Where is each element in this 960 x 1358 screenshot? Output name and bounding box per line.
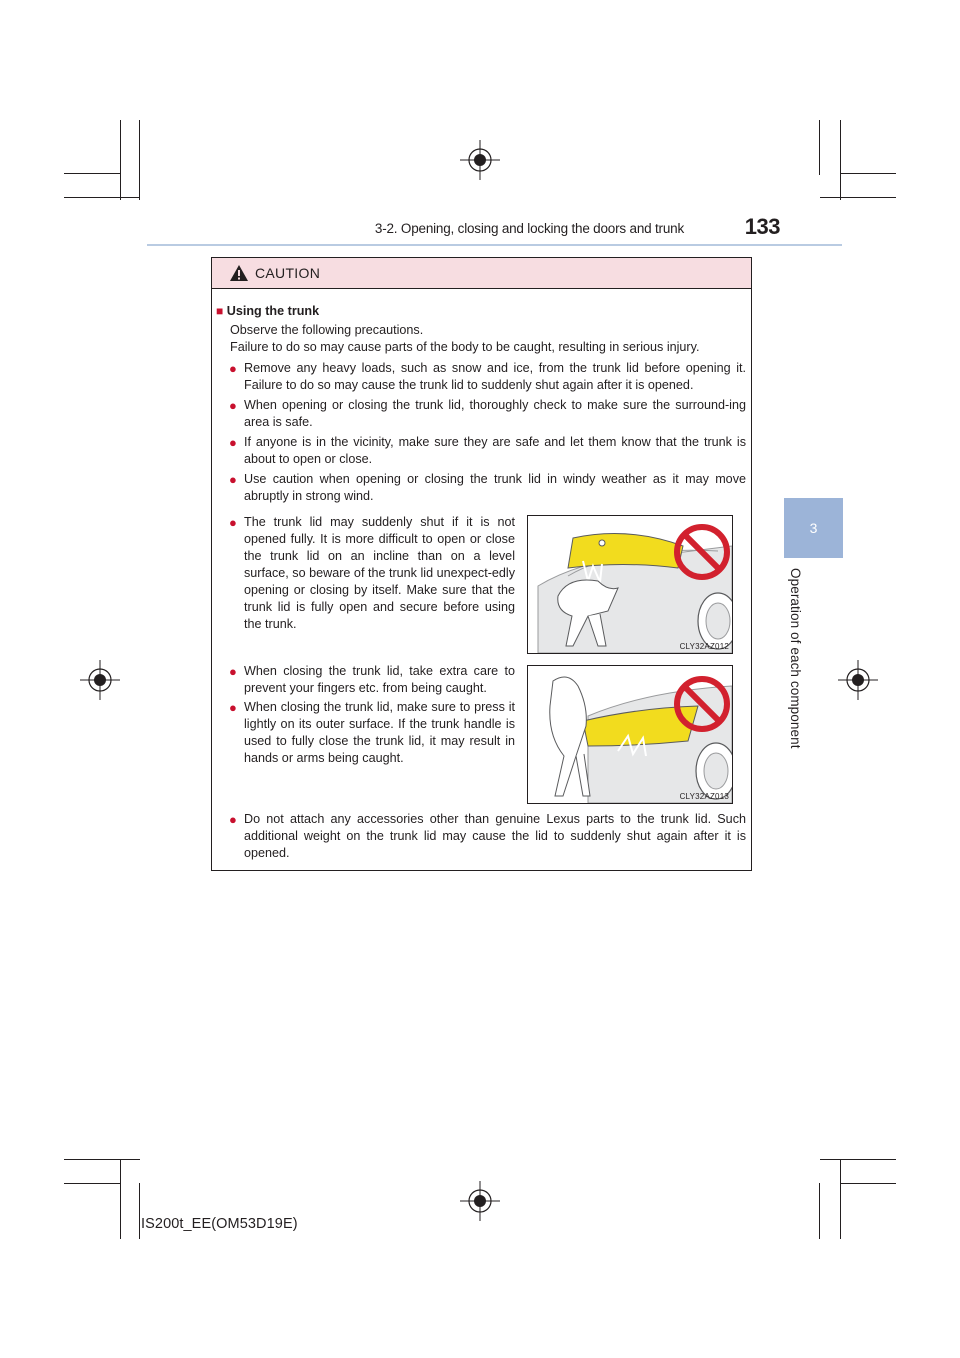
registration-mark-icon: [838, 660, 878, 700]
list-item: [229, 434, 746, 468]
crop-mark: [819, 1183, 820, 1239]
bullet-dot-icon: ●: [229, 398, 237, 413]
intro-line: Failure to do so may cause parts of the body to be caught, resulting in serious injury.: [230, 340, 700, 354]
chapter-tab: [784, 498, 843, 558]
list-item: [229, 699, 515, 767]
bullet-dot-icon: ●: [229, 700, 237, 715]
warning-triangle-icon: [229, 264, 249, 282]
section-title: 3-2. Opening, closing and locking the doors and trunk: [374, 221, 684, 236]
bullet-dot-icon: ●: [229, 361, 237, 376]
crop-mark: [64, 1159, 140, 1160]
caution-subheading-row: [216, 303, 319, 320]
crop-mark: [139, 1183, 140, 1239]
crop-mark: [64, 173, 120, 174]
crop-mark: [820, 1159, 896, 1160]
bullet-dot-icon: ●: [229, 812, 237, 827]
list-item: [229, 514, 515, 634]
list-item-text: If anyone is in the vicinity, make sure they are safe and let them know that the trunk is about to open or close.: [244, 435, 746, 466]
crop-mark: [840, 1159, 841, 1239]
list-item-text: Use caution when opening or closing the trunk lid in windy weather as it may move abruptly in strong wind.: [244, 472, 746, 503]
bullet-dot-icon: ●: [229, 435, 237, 450]
list-item: [229, 397, 746, 431]
list-item-text: Do not attach any accessories other than genuine Lexus parts to the trunk lid. Such additional weight on the trunk lid may cause the lid to suddenly shut again after it is opened.: [244, 812, 746, 860]
square-bullet-icon: ■: [216, 304, 224, 318]
crop-mark: [840, 1183, 896, 1184]
list-item-text: When closing the trunk lid, take extra care to prevent your fingers etc. from being caught.: [244, 664, 515, 695]
crop-mark: [820, 197, 896, 198]
crop-mark: [139, 120, 140, 200]
bullet-dot-icon: ●: [229, 515, 237, 530]
figure-code: CLY32AZ012: [679, 642, 729, 651]
chapter-number: 3: [809, 520, 818, 536]
trunk-warning-figure-1: [527, 515, 733, 654]
header-divider: [147, 244, 842, 246]
list-item: [229, 663, 515, 697]
crop-mark: [840, 120, 841, 200]
chapter-title-vertical: [779, 568, 809, 758]
page-number: 133: [744, 214, 780, 239]
caution-heading: CAUTION: [255, 265, 321, 281]
intro-line: Observe the following precautions.: [230, 323, 424, 337]
bullet-dot-icon: ●: [229, 664, 237, 679]
crop-mark: [64, 1183, 120, 1184]
list-item-text: The trunk lid may suddenly shut if it is not opened fully. It is more difficult to open or close the trunk lid on an incline than on a level surface, so beware of the trunk lid unexpect-edly opening or closing by itself. Make sure that the trunk lid is fully open and secure before using the trunk.: [244, 515, 515, 631]
list-item: [229, 360, 746, 394]
list-item: [229, 471, 746, 505]
list-item-text: When opening or closing the trunk lid, thoroughly check to make sure the surround-ing area is safe.: [244, 398, 746, 429]
chapter-title: Operation of each component: [788, 568, 803, 749]
crop-mark: [819, 120, 820, 175]
crop-mark: [840, 173, 896, 174]
caution-subheading: Using the trunk: [226, 304, 320, 318]
registration-mark-icon: [460, 140, 500, 180]
figure-code: CLY32AZ013: [679, 792, 729, 801]
crop-mark: [64, 197, 140, 198]
trunk-closing-illustration-icon: [528, 666, 732, 803]
list-item-text: Remove any heavy loads, such as snow and ice, from the trunk lid before opening it. Failure to do so may cause the trunk lid to suddenly shut again after it is opened.: [244, 361, 746, 392]
trunk-warning-figure-2: [527, 665, 733, 804]
registration-mark-icon: [460, 1181, 500, 1221]
caution-header: [212, 258, 751, 289]
crop-mark: [120, 1159, 121, 1239]
crop-mark: [120, 120, 121, 200]
document-code: IS200t_EE(OM53D19E): [141, 1216, 298, 1232]
caution-box: [211, 257, 752, 871]
list-item-text: When closing the trunk lid, make sure to press it lightly on its outer surface. If the trunk handle is used to fully close the trunk lid, it may result in hands or arms being caught.: [244, 700, 515, 765]
list-item: [229, 811, 746, 863]
trunk-open-illustration-icon: [528, 516, 732, 653]
bullet-dot-icon: ●: [229, 472, 237, 487]
registration-mark-icon: [80, 660, 120, 700]
